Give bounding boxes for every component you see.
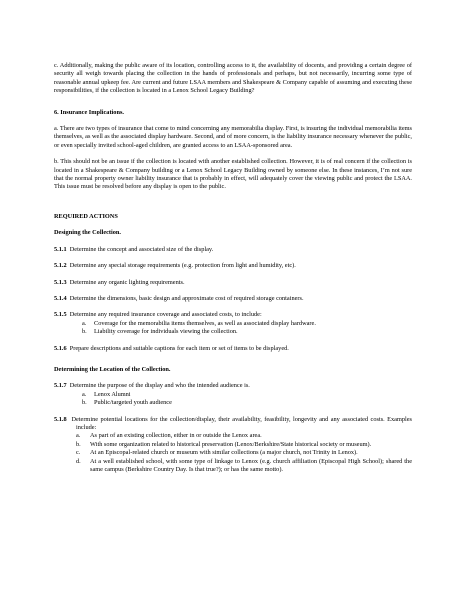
list-item: a. Coverage for the memorabilia items themselves, as well as associated display hardware. [82, 319, 316, 327]
section-6-paragraph-b: b. This should not be an issue if the collection is located with another established collection. However, it is of real concern if the collection is located in a Shakespeare & Company building or a Lenox School Legacy Building owned by someone else. In these instances, I’m not sure that the normal property owner liability insurance that is probably in effect, will adequately cover the viewing public and protect the LSAA. This issue must be resolved before any display is open to the public. [54, 158, 412, 191]
document-page [54, 62, 412, 474]
paragraph-c: c. Additionally, making the public aware of its location, controlling access to it, the availability of docents, and providing a certain degree of security all weigh towards placing the collection in the hands of professionals and perhaps, but not necessarily, incurring some type of reasonable annual upkeep fee. Are current and future LSAA members and Shakespeare & Company capable of assuming and executing these responsibilities, if the collection is located in a Lenox School Legacy Building? [54, 62, 412, 95]
item-5-1-1: 5.1.1 Determine the concept and associated size of the display. [54, 245, 214, 253]
section-6-paragraph-a: a. There are two types of insurance that come to mind concerning any memorabilia display. First, is insuring the individual memorabilia items themselves, as well as the associated display hardware. Second, and of more concern, is the liability insurance necessary whenever the public, or even specially invited school-aged children, are granted access to an LSAA-sponsored area. [54, 125, 412, 149]
list-item: a. As part of an existing collection, either in or outside the Lenox area. [76, 432, 262, 440]
item-5-1-5: 5.1.5 Determine any required insurance coverage and associated costs, to include: [54, 311, 262, 319]
location-heading: Determining the Location of the Collection. [54, 365, 171, 373]
item-5-1-6: 5.1.6 Prepare descriptions and suitable captions for each item or set of items to be displayed. [54, 344, 289, 352]
item-5-1-3: 5.1.3 Determine any organic lighting requirements. [54, 278, 185, 286]
list-item: b. Public/targeted youth audience [82, 399, 172, 407]
list-item: b. Liability coverage for individuals viewing the collection. [82, 328, 238, 336]
item-5-1-2: 5.1.2 Determine any special storage requirements (e.g. protection from light and humidity, etc). [54, 262, 296, 270]
list-item: b. With some organization related to historical preservation (Lenox/Berkshire/State historical society or museum). [76, 440, 372, 448]
item-5-1-4: 5.1.4 Determine the dimensions, basic design and approximate cost of required storage containers. [54, 294, 304, 302]
list-item: d. At a well established school, with some type of linkage to Lenox (e.g. church affiliation (Episcopal High School); shared the same campus (Berkshire Country Day. Is that true?); or has the same motto). [76, 457, 412, 473]
required-actions-heading: REQUIRED ACTIONS [54, 212, 118, 220]
list-item: a. Lenox Alumni [82, 390, 131, 398]
item-5-1-8: 5.1.8 Determine potential locations for the collection/display, their availability, feasibility, longevity and any associated costs. Examples include: [54, 415, 412, 431]
section-6-heading: 6. Insurance Implications. [54, 108, 124, 116]
item-5-1-7: 5.1.7 Determine the purpose of the display and who the intended audience is. [54, 382, 250, 390]
designing-heading: Designing the Collection. [54, 229, 121, 237]
list-item: c. At an Episcopal-related church or museum with similar collections (a major church, not Trinity in Lenox). [76, 449, 358, 457]
